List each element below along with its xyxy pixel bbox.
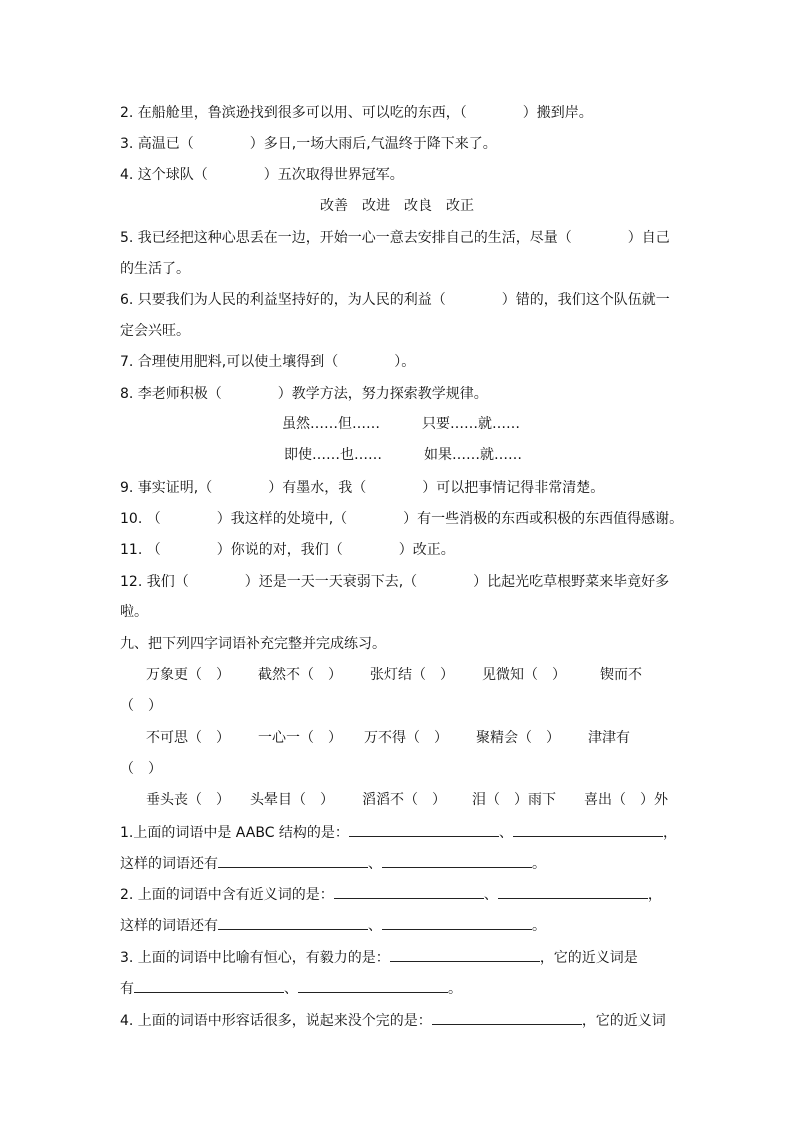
exercise-3-prompt: 3. 上面的词语中比喻有恒心，有毅力的是：	[120, 950, 390, 966]
separator: 、	[368, 856, 382, 872]
exercise-4-prompt: 4. 上面的词语中形容话很多，说起来没个完的是：	[120, 1013, 432, 1029]
answer-blank[interactable]	[382, 915, 532, 930]
idiom-item: 喜出（ ）外	[584, 792, 668, 808]
question-6-line2: 定会兴旺。	[120, 323, 190, 339]
question-5-line2: 的生活了。	[120, 261, 190, 277]
exercise-1-followup: 这样的词语还有	[120, 856, 218, 872]
idiom-item: 一心一（ ）	[258, 730, 342, 746]
question-11: 11. （ ）你说的对，我们（ ）改正。	[120, 542, 455, 558]
answer-blank[interactable]	[334, 884, 484, 899]
word-options-2b: 即使……也…… 如果……就……	[284, 447, 522, 463]
idiom-item: 见微知（ ）	[482, 667, 566, 683]
answer-blank[interactable]	[432, 1010, 582, 1025]
answer-blank[interactable]	[382, 853, 532, 868]
exercise-4-suffix: ，它的近义词	[581, 1013, 666, 1029]
question-6-line1: 6. 只要我们为人民的利益坚持好的，为人民的利益（ ）错的，我们这个队伍就一	[120, 292, 670, 308]
idiom-item: 泪（ ）雨下	[472, 792, 556, 808]
question-2: 2. 在船舱里，鲁滨逊找到很多可以用、可以吃的东西，（ ）搬到岸。	[120, 105, 593, 121]
answer-blank[interactable]	[498, 884, 648, 899]
idiom-item: 不可思（ ）	[146, 730, 230, 746]
separator: 、	[498, 825, 513, 841]
separator: 、	[284, 981, 298, 997]
separator: 。	[532, 856, 546, 872]
idiom-item: 头晕目（ ）	[250, 792, 334, 808]
separator: 。	[448, 981, 462, 997]
exercise-3-suffix: ，它的近义词是	[539, 950, 638, 966]
question-10: 10. （ ）我这样的处境中,（ ）有一些消极的东西或积极的东西值得感谢。	[120, 511, 684, 527]
question-7: 7. 合理使用肥料,可以使土壤得到（ ）。	[120, 354, 416, 370]
section-9-heading: 九、把下列四字词语补充完整并完成练习。	[120, 636, 386, 652]
question-5-line1: 5. 我已经把这种心思丢在一边，开始一心一意去安排自己的生活，尽量（ ）自己	[120, 230, 670, 246]
exercise-2-line2	[120, 915, 680, 936]
exercise-2-line1	[120, 884, 680, 905]
exercise-2-prompt: 2. 上面的词语中含有近义词的是：	[120, 887, 334, 903]
answer-blank[interactable]	[218, 915, 368, 930]
idiom-item: 聚精会（ ）	[476, 730, 560, 746]
idiom-item: 锲而不	[600, 667, 642, 683]
question-12-line1: 12. 我们（ ）还是一天一天衰弱下去,（ ）比起光吃草根野菜来毕竟好多	[120, 574, 670, 590]
exercise-2-followup: 这样的词语还有	[120, 918, 218, 934]
answer-blank[interactable]	[134, 978, 284, 993]
idiom-item: 津津有	[588, 730, 630, 746]
idiom-item: 张灯结（ ）	[370, 667, 454, 683]
question-12-line2: 啦。	[120, 604, 148, 620]
answer-blank[interactable]	[349, 822, 499, 837]
exercise-4-line1	[120, 1010, 680, 1031]
question-9: 9. 事实证明,（ ）有墨水，我（ ）可以把事情记得非常清楚。	[120, 480, 605, 496]
question-4: 4. 这个球队（ ）五次取得世界冠军。	[120, 167, 404, 183]
answer-blank[interactable]	[298, 978, 448, 993]
idiom-item-wrap: （ ）	[120, 698, 162, 714]
separator: 。	[532, 918, 546, 934]
idiom-item: 截然不（ ）	[258, 667, 342, 683]
exercise-3-followup: 有	[120, 981, 134, 997]
separator: ，	[662, 825, 677, 841]
question-8: 8. 李老师积极（ ）教学方法，努力探索教学规律。	[120, 386, 488, 402]
idiom-item: 滔滔不（ ）	[362, 792, 446, 808]
exercise-1-line1	[120, 822, 680, 843]
idiom-item: 垂头丧（ ）	[146, 792, 230, 808]
separator: 、	[368, 918, 382, 934]
idiom-item: 万象更（ ）	[146, 667, 230, 683]
word-options-2a: 虽然……但…… 只要……就……	[282, 416, 520, 432]
answer-blank[interactable]	[218, 853, 368, 868]
exercise-1-prompt: 1.上面的词语中是 AABC 结构的是：	[120, 825, 349, 841]
question-3: 3. 高温已（ ）多日,一场大雨后,气温终于降下来了。	[120, 136, 497, 152]
idiom-item: 万不得（ ）	[364, 730, 448, 746]
separator: 、	[483, 887, 498, 903]
answer-blank[interactable]	[513, 822, 663, 837]
exercise-1-line2	[120, 853, 680, 874]
exercise-3-line1	[120, 947, 680, 968]
word-options-1: 改善 改进 改良 改正	[320, 198, 474, 214]
answer-blank[interactable]	[390, 947, 540, 962]
exercise-3-line2	[120, 978, 680, 999]
idiom-item-wrap: （ ）	[120, 761, 162, 777]
separator: ，	[647, 887, 662, 903]
